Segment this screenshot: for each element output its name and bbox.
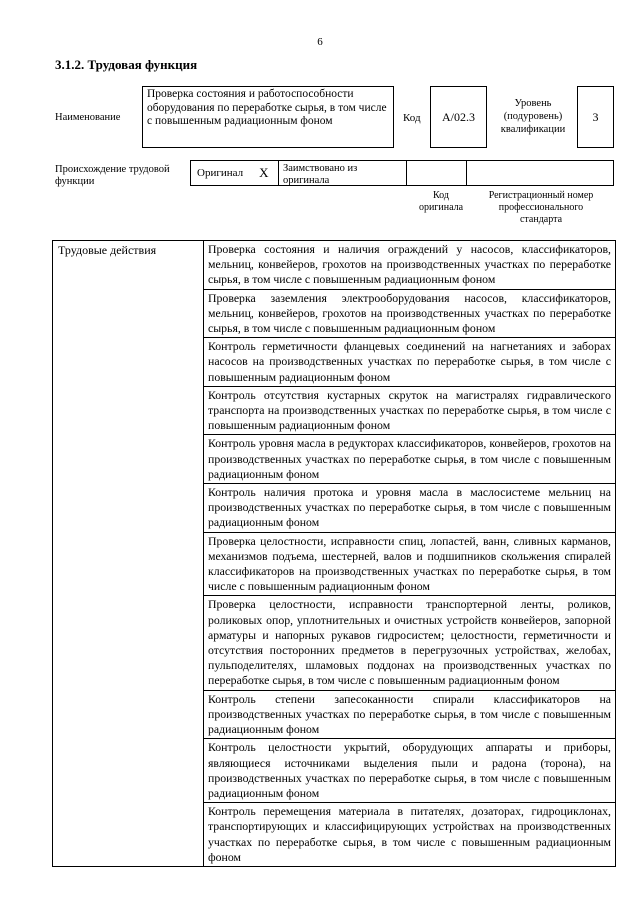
origin-row — [190, 160, 614, 186]
origin-label: Происхождение трудовой функции — [55, 164, 170, 187]
level-box — [577, 86, 614, 148]
labor-actions-list — [204, 241, 616, 867]
labor-actions-table — [52, 240, 616, 867]
labor-action-item: Проверка целостности, исправности транспортерной ленты, роликов, роликовых опор, уплотнительных и очистных устройств конвейеров, запорной арматуры и напорных рукавов гидросистем; целостности, герметичности и отсутствия посторонних предметов в перегрузочных устройствах, желобах, пульподелителях, шламовых поддонах на производственных участках по переработке сырья, в том числе с повышенным радиационным фоном — [204, 596, 615, 690]
registration-caption: Регистрационный номер профессионального стандарта — [488, 190, 594, 225]
level-value: 3 — [592, 109, 599, 124]
code-label: Код — [403, 112, 421, 124]
function-name: Проверка состояния и работоспособности оборудования по переработке сырья, в том числе с повышенным радиационным фоном — [147, 88, 387, 127]
borrowed-label: Заимствовано из оригинала — [283, 163, 358, 186]
actions-container — [204, 241, 615, 866]
original-mark: X — [259, 165, 269, 180]
origin-code-caption: Код оригинала — [418, 190, 464, 213]
original-label: Оригинал — [197, 167, 244, 179]
labor-action-item: Проверка состояния и наличия ограждений у насосов, классификаторов, мельниц, конвейеров, грохотов на производственных участках по переработке сырья, в том числе с повышенным радиационным фоном — [204, 241, 615, 290]
registration-cell — [467, 161, 613, 185]
original-cell — [191, 161, 279, 185]
labor-actions-heading: Трудовые действия — [53, 241, 204, 867]
origin-code-cell — [407, 161, 467, 185]
section-title: 3.1.2. Трудовая функция — [55, 57, 198, 72]
labor-action-item: Контроль целостности укрытий, оборудующих аппараты и приборы, являющиеся источниками выделения пыли и радона (торона), на производственных участках по переработке сырья, в том числе с повышенным радиационным фоном — [204, 739, 615, 803]
labor-action-item: Проверка заземления электрооборудования насосов, классификаторов, мельниц, конвейеров, грохотов на производственных участках по переработке сырья, в том числе с повышенным радиационным фоном — [204, 290, 615, 339]
code-box — [430, 86, 487, 148]
labor-action-item: Контроль уровня масла в редукторах классификаторов, конвейеров, грохотов на производственных участках по переработке сырья, в том числе с повышенным радиационным фоном — [204, 435, 615, 484]
function-name-box — [142, 86, 394, 148]
level-label: Уровень (подуровень) квалификации — [500, 98, 566, 135]
labor-action-item: Контроль отсутствия кустарных скруток на магистралях гидравлического транспорта на производственных участках по переработке сырья, в том числе с повышенным радиационным фоном — [204, 387, 615, 436]
labor-action-item: Контроль степени запесоканности спирали классификаторов на производственных участках по переработке сырья, в том числе с повышенным радиационным фоном — [204, 691, 615, 740]
table-row — [53, 241, 616, 867]
name-label: Наименование — [55, 112, 121, 123]
borrowed-cell — [279, 161, 407, 185]
labor-action-item: Контроль перемещения материала в питателях, дозаторах, гидроциклонах, транспортирующих и классифицирующих устройствах на производственных участках по переработке сырья, в том числе с повышенным радиационным фоном — [208, 804, 611, 864]
code-value: А/02.3 — [442, 109, 475, 124]
labor-action-item: Контроль наличия протока и уровня масла в маслосистеме мельниц на производственных участках по переработке сырья, в том числе с повышенным радиационным фоном — [204, 484, 615, 533]
page-number: 6 — [317, 36, 323, 48]
labor-action-item: Проверка целостности, исправности спиц, лопастей, ванн, сливных карманов, механизмов подъема, шестерней, валов и подшипников скольжения спиралей классификаторов на производственных участках по переработке сырья, в том числе с повышенным радиационным фоном — [204, 533, 615, 597]
labor-action-item: Контроль герметичности фланцевых соединений на нагнетаниях и заборах насосов на производственных участках по переработке сырья, в том числе с повышенным радиационным фоном — [204, 338, 615, 387]
